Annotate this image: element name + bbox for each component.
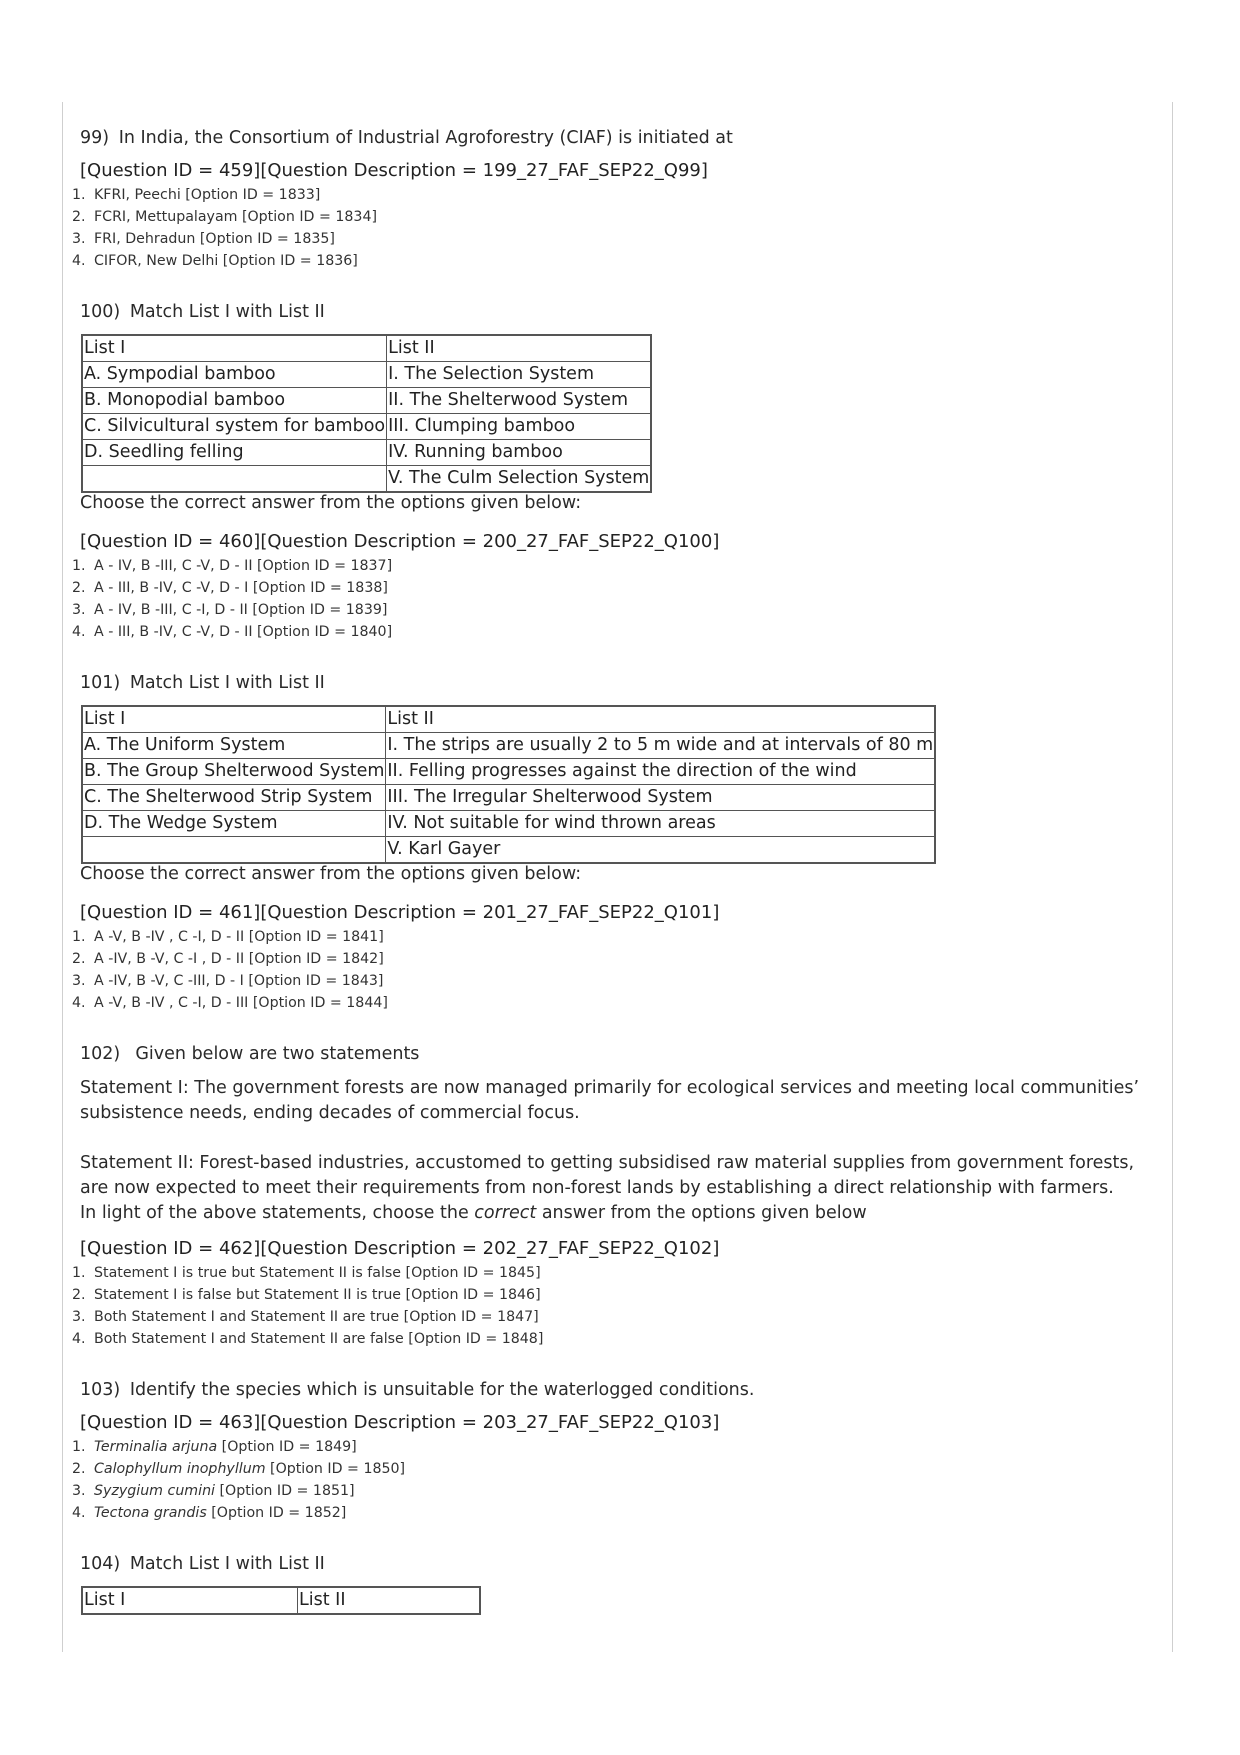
- option-text: A -V, B -IV , C -I, D - III [Option ID = 1844]: [94, 995, 388, 1011]
- option-number: 2.: [72, 580, 86, 596]
- table-cell: List II: [298, 1587, 481, 1614]
- table-cell: C. The Shelterwood Strip System: [82, 785, 386, 811]
- question-number: 103): [80, 1380, 121, 1400]
- table-cell: V. Karl Gayer: [386, 837, 935, 864]
- option-list: [72, 1436, 1160, 1524]
- option-number: 2.: [72, 1461, 86, 1477]
- species-name: Calophyllum inophyllum: [94, 1461, 266, 1477]
- table-cell: A. The Uniform System: [82, 733, 386, 759]
- page-border-right: [1172, 102, 1173, 1652]
- option-number: 1.: [72, 1439, 86, 1455]
- table-row: [82, 785, 935, 811]
- question-text: [80, 1380, 1160, 1400]
- option-number: 3.: [72, 1483, 86, 1499]
- table-cell: II. The Shelterwood System: [387, 388, 652, 414]
- option-list: [72, 1262, 1160, 1350]
- option-id: [Option ID = 1850]: [265, 1461, 406, 1477]
- species-name: Syzygium cumini: [94, 1483, 216, 1499]
- option-number: 1.: [72, 558, 86, 574]
- table-row: [82, 1587, 480, 1614]
- question-meta: [Question ID = 463][Question Description = 203_27_FAF_SEP22_Q103]: [80, 1412, 720, 1433]
- question-text: [80, 673, 1160, 693]
- option[interactable]: [74, 1458, 1160, 1480]
- table-cell: List I: [82, 335, 387, 362]
- option-id: [Option ID = 1851]: [215, 1483, 355, 1499]
- option[interactable]: [74, 1436, 1160, 1458]
- table-cell: C. Silvicultural system for bamboo: [82, 414, 387, 440]
- table-cell: List II: [386, 706, 935, 733]
- table-row: [82, 440, 651, 466]
- option[interactable]: [74, 1306, 1160, 1328]
- option-text: A - IV, B -III, C -V, D - II [Option ID = 1837]: [94, 558, 393, 574]
- option-number: 2.: [72, 209, 86, 225]
- table-cell: D. Seedling felling: [82, 440, 387, 466]
- option-text: FCRI, Mettupalayam [Option ID = 1834]: [94, 209, 378, 225]
- option-text: KFRI, Peechi [Option ID = 1833]: [94, 187, 321, 203]
- option[interactable]: [74, 970, 1160, 992]
- option-list: [72, 184, 1160, 272]
- question-body: Match List I with List II: [129, 673, 325, 693]
- option-number: 4.: [72, 253, 86, 269]
- option-text: CIFOR, New Delhi [Option ID = 1836]: [94, 253, 358, 269]
- table-row: [82, 837, 935, 864]
- question-meta: [Question ID = 461][Question Description = 201_27_FAF_SEP22_Q101]: [80, 902, 720, 923]
- option-text: Statement I is true but Statement II is false [Option ID = 1845]: [94, 1265, 541, 1281]
- table-row: [82, 362, 651, 388]
- option-list: [72, 926, 1160, 1014]
- option-text: A - III, B -IV, C -V, D - I [Option ID = 1838]: [94, 580, 388, 596]
- option-text: FRI, Dehradun [Option ID = 1835]: [94, 231, 335, 247]
- option-text: A -V, B -IV , C -I, D - II [Option ID = 1841]: [94, 929, 384, 945]
- option[interactable]: [74, 948, 1160, 970]
- question-meta: [Question ID = 459][Question Description = 199_27_FAF_SEP22_Q99]: [80, 160, 708, 181]
- option[interactable]: [74, 184, 1160, 206]
- match-table: [81, 334, 652, 493]
- question-text: [80, 1554, 1160, 1574]
- question-text: [80, 128, 1160, 148]
- option-list: [72, 555, 1160, 643]
- option-number: 1.: [72, 929, 86, 945]
- question-body: Given below are two statements: [135, 1044, 420, 1064]
- table-cell: A. Sympodial bamboo: [82, 362, 387, 388]
- option[interactable]: [74, 228, 1160, 250]
- question-paper: [72, 128, 1160, 1645]
- option-number: 4.: [72, 1331, 86, 1347]
- statement-2: Statement II: Forest-based industries, accustomed to getting subsidised raw material supplies from government forests, are now expected to meet their requirements from non-forest lands by establishing a direct relationship with farmers.: [80, 1153, 1135, 1198]
- species-name: Tectona grandis: [94, 1505, 207, 1521]
- table-row: [82, 811, 935, 837]
- table-row: [82, 759, 935, 785]
- option[interactable]: [74, 1502, 1160, 1524]
- option[interactable]: [74, 1262, 1160, 1284]
- table-row: [82, 414, 651, 440]
- spacer: [80, 1126, 1160, 1151]
- table-cell: I. The Selection System: [387, 362, 652, 388]
- instruction-emphasis: correct: [474, 1203, 537, 1223]
- option-id: [Option ID = 1849]: [217, 1439, 357, 1455]
- question-number: 102): [80, 1044, 121, 1064]
- table-cell: List II: [387, 335, 652, 362]
- option[interactable]: [74, 206, 1160, 228]
- option-number: 3.: [72, 1309, 86, 1325]
- option-text: Both Statement I and Statement II are false [Option ID = 1848]: [94, 1331, 544, 1347]
- table-row: [82, 335, 651, 362]
- option[interactable]: [74, 577, 1160, 599]
- table-cell: List I: [82, 706, 386, 733]
- option-text: A - III, B -IV, C -V, D - II [Option ID = 1840]: [94, 624, 393, 640]
- question-body: In India, the Consortium of Industrial Agroforestry (CIAF) is initiated at: [118, 128, 733, 148]
- question-number: 101): [80, 673, 121, 693]
- choose-instruction: Choose the correct answer from the options given below:: [80, 864, 582, 884]
- table-cell: I. The strips are usually 2 to 5 m wide and at intervals of 80 m: [386, 733, 935, 759]
- option-number: 1.: [72, 187, 86, 203]
- option-text: A - IV, B -III, C -I, D - II [Option ID = 1839]: [94, 602, 388, 618]
- option-number: 4.: [72, 624, 86, 640]
- statement-1: Statement I: The government forests are now managed primarily for ecological services and meeting local communities’ subsistence needs, ending decades of commercial focus.: [80, 1078, 1140, 1123]
- table-cell: IV. Running bamboo: [387, 440, 652, 466]
- table-cell: II. Felling progresses against the direction of the wind: [386, 759, 935, 785]
- question-103: [72, 1380, 1160, 1524]
- question-101: [72, 673, 1160, 1014]
- question-meta: [Question ID = 460][Question Description = 200_27_FAF_SEP22_Q100]: [80, 531, 720, 552]
- table-cell: III. Clumping bamboo: [387, 414, 652, 440]
- option[interactable]: [74, 926, 1160, 948]
- option-number: 3.: [72, 231, 86, 247]
- option[interactable]: [74, 599, 1160, 621]
- option[interactable]: [74, 1480, 1160, 1502]
- option-text: Both Statement I and Statement II are true [Option ID = 1847]: [94, 1309, 539, 1325]
- option[interactable]: [74, 1284, 1160, 1306]
- option-number: 2.: [72, 951, 86, 967]
- table-cell: IV. Not suitable for wind thrown areas: [386, 811, 935, 837]
- table-row: [82, 466, 651, 493]
- instruction-text: In light of the above statements, choose the: [80, 1203, 475, 1223]
- question-number: 100): [80, 302, 121, 322]
- table-cell: List I: [82, 1587, 298, 1614]
- option-number: 3.: [72, 973, 86, 989]
- option[interactable]: [74, 555, 1160, 577]
- option-number: 1.: [72, 1265, 86, 1281]
- page-border-left: [62, 102, 63, 1652]
- option-id: [Option ID = 1852]: [206, 1505, 347, 1521]
- option[interactable]: [74, 1328, 1160, 1350]
- table-cell: B. The Group Shelterwood System: [82, 759, 386, 785]
- question-102: [72, 1044, 1160, 1350]
- option-text: A -IV, B -V, C -I , D - II [Option ID = 1842]: [94, 951, 384, 967]
- option[interactable]: [74, 250, 1160, 272]
- question-body: Match List I with List II: [129, 302, 325, 322]
- instruction: [80, 1201, 1160, 1226]
- question-number: 99): [80, 128, 110, 148]
- question-meta: [Question ID = 462][Question Description = 202_27_FAF_SEP22_Q102]: [80, 1238, 720, 1259]
- table-cell: [82, 837, 386, 864]
- instruction-text: answer from the options given below: [536, 1203, 867, 1223]
- option-number: 3.: [72, 602, 86, 618]
- species-name: Terminalia arjuna: [94, 1439, 218, 1455]
- table-cell: B. Monopodial bamboo: [82, 388, 387, 414]
- option[interactable]: [74, 992, 1160, 1014]
- table-row: [82, 388, 651, 414]
- table-cell: V. The Culm Selection System: [387, 466, 652, 493]
- match-table: [81, 1586, 481, 1615]
- question-text: [80, 1044, 1160, 1064]
- table-row: [82, 733, 935, 759]
- question-text: [80, 302, 1160, 322]
- question-100: [72, 302, 1160, 643]
- choose-instruction: Choose the correct answer from the options given below:: [80, 493, 582, 513]
- option[interactable]: [74, 621, 1160, 643]
- option-number: 2.: [72, 1287, 86, 1303]
- question-104: [80, 1554, 1160, 1615]
- question-99: [72, 128, 1160, 272]
- option-number: 4.: [72, 1505, 86, 1521]
- table-cell: D. The Wedge System: [82, 811, 386, 837]
- question-body: Match List I with List II: [129, 1554, 325, 1574]
- question-body: Identify the species which is unsuitable for the waterlogged conditions.: [129, 1380, 755, 1400]
- table-cell: III. The Irregular Shelterwood System: [386, 785, 935, 811]
- question-number: 104): [80, 1554, 121, 1574]
- option-text: Statement I is false but Statement II is true [Option ID = 1846]: [94, 1287, 541, 1303]
- table-cell: [82, 466, 387, 493]
- option-text: A -IV, B -V, C -III, D - I [Option ID = 1843]: [94, 973, 384, 989]
- table-row: [82, 706, 935, 733]
- match-table: [81, 705, 936, 864]
- option-number: 4.: [72, 995, 86, 1011]
